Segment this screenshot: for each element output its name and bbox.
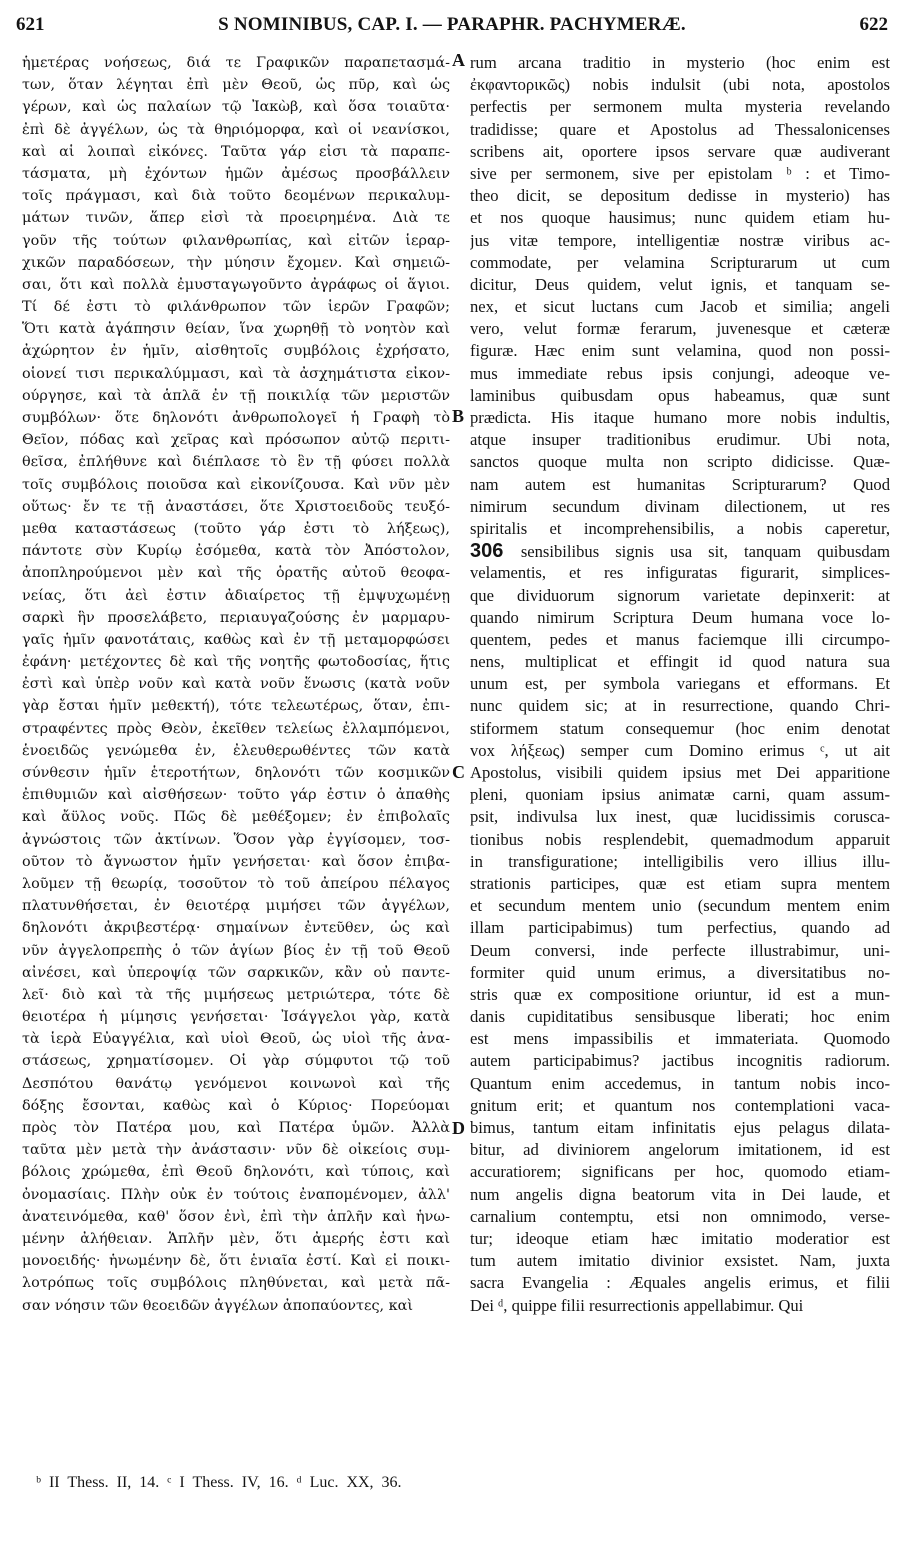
greek-text-line: στραφέντες πρὸς Θεὸν, ἐκεῖθεν τελείως ἐλλαμπόμενοι, — [22, 720, 450, 737]
greek-text-line: γοῦν τῆς τούτων φιλανθρωπίας, καὶ εἰτῶν ἱεραρ- — [22, 232, 450, 249]
page-header — [16, 14, 888, 44]
greek-text-line: γέρων, καὶ ὡς παλαίων τῷ Ἰακὼβ, καὶ ὅσα τοιαῦτα· — [22, 99, 450, 116]
greek-text-line: Θεῖον, πόδας καὶ χεῖρας καὶ πρόσωπον αὐτῷ περιτι- — [22, 432, 450, 449]
greek-text-line: Τί δέ ἐστι τὸ φιλάνθρωπον τῶν ἱερῶν Γραφῶν; — [22, 299, 450, 316]
margin-marker-b: B — [452, 406, 465, 426]
latin-text-line: pleni, quoniam ipsius animatæ carni, quam assum- — [470, 785, 890, 805]
latin-text-line: gnitum erit; et quantum nos contemplationi vaca- — [470, 1095, 890, 1115]
latin-text-line: Quantum enim accedemus, in tantum nobis inco- — [470, 1073, 890, 1093]
latin-text-line: dicitur, Deus quidem, velut ignis, et tanquam se- — [470, 274, 890, 294]
latin-text-line: nunc quidem sic; at in resurrectione, quando Chri- — [470, 696, 890, 716]
greek-text-line: λοτρόπως τοῖς συμβόλοις πληθύνεται, καὶ μετὰ πᾶ- — [22, 1275, 450, 1292]
latin-text-line: accuratiorem; significans per hoc, quomodo etiam- — [470, 1162, 890, 1182]
latin-text-line: in transfiguratione; intelligibilis vero illius illu- — [470, 851, 890, 871]
latin-text-line: laminibus quibusdam opus habeamus, quæ sunt — [470, 385, 890, 405]
greek-text-line: ἀποπληρούμενοι μὲν καὶ τῆς ὁρατῆς αὐτοῦ θεοφα- — [22, 565, 450, 582]
greek-text-line: σύνθεσιν ἡμῖν ἑτεροτήτων, δηλονότι τῶν κοσμικῶν — [22, 765, 450, 781]
latin-text-line: unum est, per symbola variegans et efformans. Et — [470, 674, 890, 694]
greek-text-line: ὀνομασίαις. Πλὴν οὐκ ἐν τούτοις ἐναπομένομεν, ἀλλ' — [22, 1186, 450, 1203]
latin-text-line: theo dicit, se depositum dedisse in mysterio) has — [470, 186, 890, 206]
latin-text-line: sacra Evangelia : Æquales angelis erimus, et filii — [470, 1273, 890, 1293]
greek-text-line: ἀνατεινόμεθα, καθ' ὅσον ἐνὶ, ἐπὶ τὴν ἁπλῆν καὶ ἡνω- — [22, 1208, 450, 1225]
latin-text-line: nens, multiplicat et effingit id quod natura sua — [470, 652, 890, 672]
greek-text-line: γαῖς ἡμῖν φανοτάταις, καθὼς καὶ ἐν τῇ μεταμορφώσει — [22, 631, 450, 648]
greek-text-line: τὰ ἱερὰ Εὐαγγέλια, καὶ υἱοὶ Θεοῦ, ὡς υἱοὶ τῆς ἀνα- — [22, 1031, 450, 1048]
greek-text-line: λεῖ· διὸ καὶ τὰ τῆς μιμήσεως μετριώτερα, τότε δὲ — [22, 986, 450, 1003]
greek-text-line: δηλονότι ἀκριβεστέρᾳ· σημαίνων ἐντεῦθεν, ὡς καὶ — [22, 920, 450, 937]
greek-text-line: ἐπὶ δὲ ἀγγέλων, ὡς τὰ θηριόμορφα, καὶ οἱ νεανίσκοι, — [22, 121, 450, 138]
latin-text-line: est mens impassibilis et immateriata. Quomodo — [470, 1029, 890, 1049]
greek-text-line: δόξης ἔσονται, καθὼς καὶ ὁ Κύριος· Πορεύομαι — [22, 1097, 450, 1114]
latin-text-line: Dei ᵈ, quippe filii resurrectionis appellabimur. Qui — [470, 1295, 804, 1315]
greek-text-line: τοῖς συμβόλοις ποιοῦσα καὶ εἰκονίζουσα. Καὶ νῦν μὲν — [22, 476, 450, 493]
latin-text-line: bitur, ad diviniorem angelorum imitationem, id est — [470, 1140, 890, 1160]
running-title: S NOMINIBUS, CAP. I. — PARAPHR. PACHYMERÆ. — [218, 14, 686, 35]
greek-text-line: λοῦμεν τῇ θεωρίᾳ, τοσοῦτον τὸ τοῦ ἀπείρου πέλαγος — [22, 875, 450, 892]
greek-text-line: πρὸς τὸν Πατέρα μου, καὶ Πατέρα ὑμῶν. Ἀλλὰ — [22, 1120, 450, 1136]
footnotes: ᵇ II Thess. II, 14. ᶜ I Thess. IV, 16. ᵈ Luc. XX, 36. — [36, 1474, 402, 1491]
greek-text-line: θεῖσα, ἐπλήθυνε καὶ διέπλασε τὸ ἓν τῇ φύσει πολλὰ — [22, 454, 450, 471]
latin-text-line: strationis participes, quæ est etiam supra mentem — [470, 873, 890, 893]
greek-text-line: σαρκὶ ἣν προσελάβετο, περιαυγαζούσης ἐν μαρμαρυ- — [22, 609, 450, 626]
greek-text-line: ἐπιθυμιῶν καὶ αἰσθήσεων· τοῦτο γάρ ἐστιν ὁ ἀπαθὴς — [22, 787, 450, 804]
greek-text-line: μάτων τινῶν, ἅπερ εἰσὶ τὰ προειρημένα. Διὰ τε — [22, 210, 450, 227]
latin-text-line: spiritalis et incomprehensibilis, a nobis caperetur, — [470, 518, 890, 538]
greek-text-line: οῦτον τὸ ἄγνωστον ἡμῖν γενήσεται· καὶ ὅσον ἐπιβα- — [22, 853, 450, 870]
greek-text-line: τάσματα, μὴ ἐχόντων ἡμῶν ἀμέσως προσβάλλειν — [22, 165, 450, 182]
greek-text-line: χικῶν παραδόσεων, τὴν μύησιν ἔχομεν. Καὶ σημειῶ- — [22, 254, 450, 271]
greek-text-line: θειοτέρα ἡ μίμησις γενήσεται· Ἰσάγγελοι γὰρ, κατὰ — [22, 1009, 450, 1026]
greek-text-line: καὶ ἄϋλος νοῦς. Πῶς δὲ μεθέξομεν; ἐν ἐπιβολαῖς — [22, 809, 450, 826]
greek-text-line: πλατυνθήσεται, ἐν θειοτέρᾳ μιμήσει τῶν ἀγγέλων, — [22, 898, 450, 915]
latin-text-line: nimirum secundum divinam dilectionem, ut res — [470, 496, 890, 516]
latin-text-line: commodate, per velamina Scripturarum ut cum — [470, 252, 890, 272]
greek-text-line: γὰρ ἔσται ἡμῖν μεθεκτή), τότε τελεωτέρως, ὅταν, ἐπι- — [22, 698, 450, 715]
latin-text-line: sive per sermonem, sive per epistolam ᵇ : et Timo- — [470, 163, 890, 183]
latin-text-line: et secundum mentem unio (secundum mentem enim — [470, 896, 890, 916]
latin-text-line: Apostolus, visibili quidem ipsius met Dei apparitione — [470, 763, 890, 782]
margin-marker-a: A — [452, 50, 465, 70]
latin-text-line: psit, indivulsa lux inest, quæ lucidissimis corusca- — [470, 807, 890, 827]
greek-text-line: στάσεως, χρηματίσομεν. Οἱ γὰρ σύμφυτοι τῷ τοῦ — [22, 1053, 450, 1070]
latin-text-line: bimus, tantum eitam infinitatis ejus pelagus dilata- — [470, 1118, 890, 1137]
greek-text-line: ταῦτα μὲν μετὰ τὴν ἀνάστασιν· νῦν δὲ οἰκείοις συμ- — [22, 1142, 450, 1159]
latin-text-line: nam autem est humanitas Scripturarum? Quod — [470, 474, 890, 494]
latin-text-line: vero, velut formæ ferarum, juvenesque et cæteræ — [470, 319, 890, 339]
latin-column — [470, 52, 890, 1317]
latin-text-line: Deum conversi, inde perfecte illustrabimur, uni- — [470, 940, 890, 960]
greek-column — [22, 52, 450, 1317]
latin-text-line: tur; ideoque etiam hæc imitatio moderatior est — [470, 1228, 890, 1248]
greek-text-line: σαν νόησιν τῶν θεοειδῶν ἀγγέλων ἀποπαύοντες, καὶ — [22, 1297, 414, 1314]
latin-text-line: danis cupiditatibus sensibusque liberati; hoc enim — [470, 1007, 890, 1027]
greek-text-line: βόλοις χρώμεθα, ἐπὶ Θεοῦ δηλονότι, καὶ τύποις, καὶ — [22, 1164, 450, 1181]
latin-text-line: et nos quoque hausimus; nunc quidem etiam hu- — [470, 208, 890, 228]
greek-text-line: νῦν ἀγγελοπρεπὴς ὁ τῶν ἁγίων βίος ἐν τῇ τοῦ Θεοῦ — [22, 942, 450, 959]
greek-text-line: ἀχώρητον ἐν ἡμῖν, αἰσθητοῖς συμβόλοις ἐχρήσατο, — [22, 343, 450, 360]
latin-text-line: formiter quid unum erimus, a diversitatibus no- — [470, 962, 890, 982]
greek-text-line: ἐστὶ καὶ ὑπὲρ νοῦν καὶ κατὰ νοῦν ἕνωσις (κατὰ νοῦν — [22, 676, 450, 693]
latin-text-line: nex, et sicut luctans cum Jacob et similia; angeli — [470, 297, 890, 317]
latin-text-line: scribens ait, oportere ipsos servare quæ audiverant — [470, 141, 890, 161]
greek-text-line: μονοειδής· ἡνωμένην δὲ, ὅτι ἑνιαῖα ἐστί. Καὶ εἰ ποικι- — [22, 1253, 450, 1270]
latin-text-line: ἐκφαντορικῶς) nobis indulsit (ubi nota, apostolos — [470, 75, 890, 95]
margin-marker-c: C — [452, 762, 465, 782]
latin-text-line: mus immediate rebus ipsis conjungi, adeoque ve- — [470, 363, 890, 383]
greek-text-line: ἀγνώστοις τῶν ἀκτίνων. Ὅσον γὰρ ἐγγίσομεν, τοσ- — [22, 831, 450, 848]
latin-text-line: que dividuorum signorum varietate depinxerit: at — [470, 585, 890, 605]
latin-text-line: velamentis, et res infiguratas figurarit, simplices- — [470, 563, 890, 583]
column-number: 306 — [470, 540, 521, 563]
latin-text-line: stiformem statum consequemur (hoc enim denotat — [470, 718, 890, 738]
greek-text-line: ἡμετέρας νοήσεως, διά τε Γραφικῶν παραπετασμά- — [22, 55, 450, 71]
latin-text-line: sanctos quoque multa non scripto didicisse. Quæ- — [470, 452, 890, 472]
latin-text-line: perfectis per sermonem multa mysteria revelando — [470, 97, 890, 117]
latin-text-line: figuræ. Hæc enim sunt velamina, quod non possi- — [470, 341, 890, 361]
greek-text-line: πάντοτε σὺν Κυρίῳ ἐσόμεθα, κατὰ τὸν Ἀπόστολον, — [22, 543, 450, 560]
latin-text-line: prædicta. His itaque humano more nobis indultis, — [470, 408, 890, 427]
greek-text-line: τοῖς πράγμασι, καὶ διὰ τοῦτο δεομένων περικαλυμ- — [22, 188, 450, 205]
latin-text-line: num angelis digna beatorum vita in Dei laude, et — [470, 1184, 890, 1204]
latin-text-line: illam participabimus) tum perfectius, quando ad — [470, 918, 890, 938]
greek-text-line: οἱονεί τισι περικαλύμμασι, καὶ τὰ ἀσχημάτιστα εἰκον- — [22, 365, 450, 382]
page-number-left: 621 — [16, 14, 45, 35]
greek-text-line: αἰνέσει, καὶ ὑπεροψίᾳ τῶν σαρκικῶν, κἂν οὐ παντε- — [22, 964, 450, 981]
page-number-right: 622 — [859, 14, 888, 35]
latin-text-line: quando nimirum Scriptura Deum humana voce lo- — [470, 607, 890, 627]
latin-text-line: jus vitæ tempore, intelligentiæ nostræ viribus ac- — [470, 230, 890, 250]
greek-text-line: ἑνοειδῶς γενώμεθα ἐν, ἐλευθερωθέντες τῶν κατὰ — [22, 742, 450, 759]
greek-text-line: σαι, ὅτι καὶ πολλὰ ἐμυσταγωγοῦντο ἀγράφως οἱ ἅγιοι. — [22, 276, 450, 293]
margin-marker-d: D — [452, 1118, 465, 1138]
latin-text-line: atque insuper traditionibus erudimur. Ubi nota, — [470, 430, 890, 450]
greek-text-line: οὕτως· ἔν τε τῇ ἀναστάσει, ὅτε Χριστοειδοῦς τευξό- — [22, 498, 450, 515]
latin-text-line: quentem, pedes et manus faciemque illi circumpo- — [470, 629, 890, 649]
greek-text-line: νείας, ὅτι ἀεὶ ἐστιν ἀδιαίρετος τῇ ἐμψυχωμένῃ — [22, 587, 450, 604]
greek-text-line: ούργησε, καὶ τὰ ἁπλᾶ ἐν τῇ ποικιλίᾳ τῶν μεριστῶν — [22, 387, 450, 404]
latin-text-line: tionibus nobis resplendebit, quemadmodum apparuit — [470, 829, 890, 849]
latin-text-line: rum arcana traditio in mysterio (hoc enim est — [470, 53, 890, 72]
greek-text-line: Δεσπότου θανάτῳ γενόμενοι κοινωνοὶ καὶ τῆς — [22, 1075, 450, 1092]
latin-text-line: carnalium contemptu, etsi non omnimodo, verse- — [470, 1206, 890, 1226]
latin-text-line: vox λήξεως) semper cum Domino erimus ᶜ, ut ait — [470, 740, 890, 760]
latin-text-line: autem participabimus? jactibus incognitis radiorum. — [470, 1051, 890, 1071]
greek-text-line: Ὅτι κατὰ ἀγάπησιν θείαν, ἵνα χωρηθῇ τὸ νοητὸν καὶ — [22, 321, 450, 338]
greek-text-line: μένην ἀλήθειαν. Ἁπλῆν μὲν, ὅτι ἀμερής ἐστι καὶ — [22, 1230, 450, 1247]
greek-text-line: ἐφάνη· μετέχοντες δὲ καὶ τῆς νοητῆς φωτοδοσίας, ἥτις — [22, 654, 450, 671]
latin-text-line: stris quæ ex compositione oriuntur, id est a mun- — [470, 984, 890, 1004]
greek-text-line: καὶ αἱ λοιπαὶ εἰκόνες. Ταῦτα γάρ εἰσι τὰ παραπε- — [22, 143, 450, 160]
latin-text-line: tum autem imitatio divinior exsistet. Nam, juxta — [470, 1251, 890, 1271]
latin-text-line: tradidisse; quare et Apostolus ad Thessalonicenses — [470, 119, 890, 139]
latin-text-line: 306 sensibilibus signis usa sit, tanquam quibusdam — [470, 540, 890, 563]
greek-text-line: των, ὅταν λέγηται ἐπὶ μὲν Θεοῦ, ὡς πῦρ, καὶ ὡς — [22, 77, 450, 94]
greek-text-line: συμβόλων· ὅτε δηλονότι ἀνθρωπολογεῖ ἡ Γραφὴ τὸ — [22, 410, 450, 426]
greek-text-line: μεθα καταστάσεως (τοῦτο γάρ ἐστι τὸ λήξεως), — [22, 520, 450, 537]
